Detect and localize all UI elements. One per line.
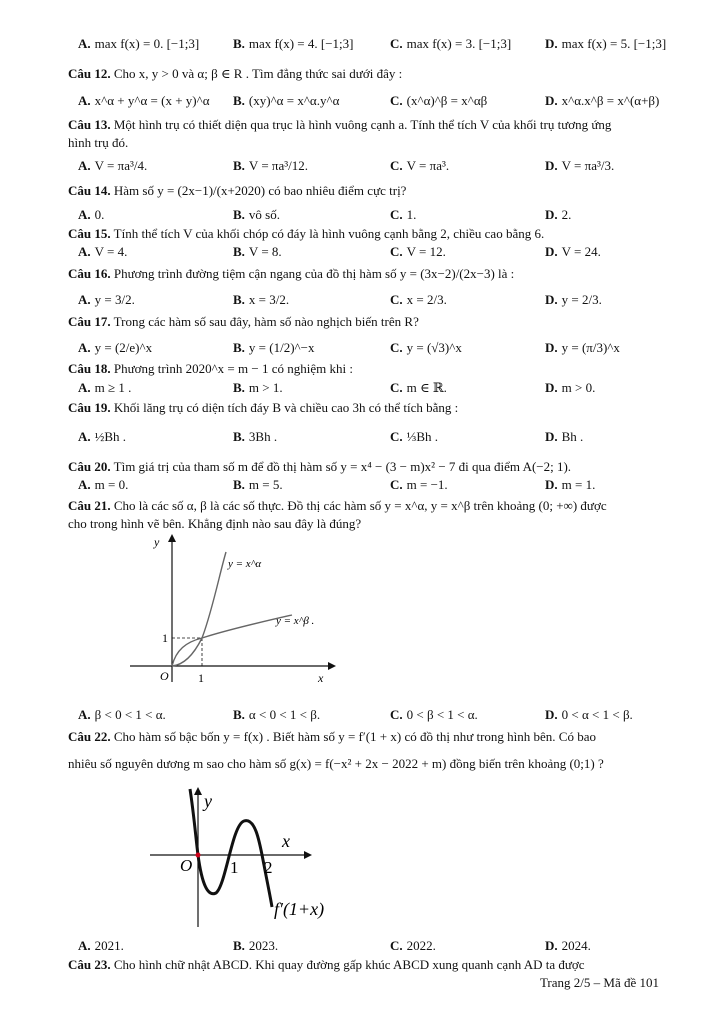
option-label: A. bbox=[78, 380, 91, 395]
x-axis-arrow bbox=[328, 662, 336, 670]
option-text: 0 < β < 1 < α. bbox=[406, 707, 478, 722]
option-text: Bh . bbox=[561, 429, 584, 444]
x-label: x bbox=[318, 671, 324, 685]
option-text: y = 2/3. bbox=[561, 292, 602, 307]
question-number: Câu 20. bbox=[68, 459, 111, 474]
option-text: ½Bh . bbox=[94, 429, 127, 444]
option-a bbox=[78, 244, 127, 260]
option-text: (xy)^α = x^α.y^α bbox=[248, 93, 340, 108]
option-c bbox=[390, 340, 462, 356]
option-label: D. bbox=[545, 429, 558, 444]
option-text: V = 12. bbox=[406, 244, 446, 259]
option-a bbox=[78, 93, 210, 109]
option-a bbox=[78, 158, 147, 174]
power-functions-graph bbox=[120, 532, 340, 692]
option-d bbox=[545, 244, 601, 260]
question-text: Phương trình 2020^x = m − 1 có nghiệm khi : bbox=[113, 361, 353, 376]
curve-x-alpha bbox=[172, 552, 226, 666]
option-b bbox=[233, 292, 289, 308]
option-label: B. bbox=[233, 340, 245, 355]
option-a bbox=[78, 207, 104, 223]
question-13-cont bbox=[68, 135, 685, 151]
option-text: 2. bbox=[561, 207, 572, 222]
option-c bbox=[390, 477, 448, 493]
option-label: C. bbox=[390, 938, 403, 953]
option-text: x^α.x^β = x^(α+β) bbox=[561, 93, 660, 108]
option-d bbox=[545, 707, 633, 723]
option-d bbox=[545, 938, 591, 954]
option-label: C. bbox=[390, 380, 403, 395]
question-23 bbox=[68, 957, 685, 973]
question-text: Tính thể tích V của khối chóp có đáy là hình vuông cạnh bằng 2, chiều cao bằng 6. bbox=[113, 226, 545, 241]
option-a bbox=[78, 380, 131, 396]
option-d bbox=[545, 429, 583, 445]
option-b bbox=[233, 207, 280, 223]
option-label: D. bbox=[545, 380, 558, 395]
option-text: 2023. bbox=[248, 938, 279, 953]
curve-x-beta bbox=[172, 615, 292, 666]
option-label: D. bbox=[545, 340, 558, 355]
option-c bbox=[390, 707, 478, 723]
option-c bbox=[390, 244, 446, 260]
question-12 bbox=[68, 66, 685, 82]
question-15 bbox=[68, 226, 685, 242]
tick-x-2: 2 bbox=[264, 858, 273, 877]
option-label: C. bbox=[390, 429, 403, 444]
option-c bbox=[390, 292, 447, 308]
option-text: x^α + y^α = (x + y)^α bbox=[94, 93, 210, 108]
option-label: B. bbox=[233, 380, 245, 395]
question-18 bbox=[68, 361, 685, 377]
question-21-cont bbox=[68, 516, 685, 532]
question-number: Câu 21. bbox=[68, 498, 111, 513]
option-label: B. bbox=[233, 158, 245, 173]
option-c bbox=[390, 36, 511, 52]
option-text: V = πa³. bbox=[406, 158, 450, 173]
option-text: max f(x) = 3. [−1;3] bbox=[406, 36, 512, 51]
option-label: A. bbox=[78, 244, 91, 259]
question-number: Câu 23. bbox=[68, 957, 111, 972]
option-label: C. bbox=[390, 207, 403, 222]
question-text: Cho hàm số bậc bốn y = f(x) . Biết hàm số y = f′(1 + x) có đồ thị như trong hình bên. Có bao bbox=[113, 729, 596, 744]
option-text: m = 1. bbox=[561, 477, 596, 492]
option-label: D. bbox=[545, 93, 558, 108]
question-text: Phương trình đường tiệm cận ngang của đồ thị hàm số y = (3x−2)/(2x−3) là : bbox=[113, 266, 515, 281]
option-text: y = (√3)^x bbox=[406, 340, 462, 355]
option-text: max f(x) = 5. [−1;3] bbox=[561, 36, 667, 51]
option-text: y = (1/2)^−x bbox=[248, 340, 315, 355]
curve-label: f′(1+x) bbox=[274, 899, 325, 919]
option-d bbox=[545, 340, 620, 356]
option-label: A. bbox=[78, 158, 91, 173]
question-21 bbox=[68, 498, 685, 514]
question-text: cho trong hình vẽ bên. Khẳng định nào sau đây là đúng? bbox=[68, 516, 362, 531]
option-text: ⅓Bh . bbox=[406, 429, 439, 444]
x-label: x bbox=[282, 831, 290, 851]
option-label: C. bbox=[390, 158, 403, 173]
option-text: 1. bbox=[406, 207, 417, 222]
option-text: 0. bbox=[94, 207, 105, 222]
option-text: vô số. bbox=[248, 207, 280, 222]
option-label: B. bbox=[233, 429, 245, 444]
option-c bbox=[390, 938, 436, 954]
question-17 bbox=[68, 314, 685, 330]
question-22-cont bbox=[68, 756, 685, 772]
option-label: D. bbox=[545, 158, 558, 173]
option-c bbox=[390, 158, 449, 174]
option-b bbox=[233, 244, 282, 260]
option-text: β < 0 < 1 < α. bbox=[94, 707, 166, 722]
option-text: y = (2/e)^x bbox=[94, 340, 153, 355]
origin-label: O bbox=[160, 669, 169, 683]
question-19 bbox=[68, 400, 685, 416]
question-number: Câu 16. bbox=[68, 266, 111, 281]
option-a bbox=[78, 477, 128, 493]
question-text: Hàm số y = (2x−1)/(x+2020) có bao nhiêu điểm cực trị? bbox=[113, 183, 407, 198]
option-label: A. bbox=[78, 36, 91, 51]
question-text: Cho là các số α, β là các số thực. Đồ thị các hàm số y = x^α, y = x^β trên khoảng (0; +∞) được bbox=[113, 498, 607, 513]
question-22 bbox=[68, 729, 685, 745]
option-text: max f(x) = 4. [−1;3] bbox=[248, 36, 354, 51]
tick-x-1: 1 bbox=[198, 671, 204, 685]
option-b bbox=[233, 158, 308, 174]
curve-f-prime bbox=[190, 789, 272, 907]
question-text: Tìm giá trị của tham số m để đồ thị hàm số y = x⁴ − (3 − m)x² − 7 đi qua điểm A(−2; 1). bbox=[113, 459, 572, 474]
option-label: D. bbox=[545, 938, 558, 953]
label-x-beta: y = x^β . bbox=[276, 615, 315, 627]
derivative-graph bbox=[146, 785, 356, 935]
option-label: D. bbox=[545, 207, 558, 222]
option-label: A. bbox=[78, 477, 91, 492]
question-number: Câu 19. bbox=[68, 400, 111, 415]
option-d bbox=[545, 292, 602, 308]
option-label: B. bbox=[233, 36, 245, 51]
page-footer: Trang 2/5 – Mã đề 101 bbox=[539, 975, 659, 990]
x-axis-arrow bbox=[304, 851, 312, 859]
option-c bbox=[390, 207, 416, 223]
option-label: D. bbox=[545, 707, 558, 722]
question-text: Cho x, y > 0 và α; β ∈ R . Tìm đẳng thức sai dưới đây : bbox=[113, 66, 403, 81]
option-text: m = 0. bbox=[94, 477, 129, 492]
option-label: A. bbox=[78, 340, 91, 355]
y-axis-arrow bbox=[194, 787, 202, 795]
option-label: A. bbox=[78, 938, 91, 953]
option-label: C. bbox=[390, 244, 403, 259]
option-text: α < 0 < 1 < β. bbox=[248, 707, 321, 722]
question-number: Câu 12. bbox=[68, 66, 111, 81]
option-text: V = πa³/4. bbox=[94, 158, 148, 173]
question-number: Câu 14. bbox=[68, 183, 111, 198]
option-b bbox=[233, 938, 278, 954]
option-b bbox=[233, 380, 283, 396]
option-d bbox=[545, 207, 571, 223]
option-label: C. bbox=[390, 292, 403, 307]
option-text: 2024. bbox=[561, 938, 591, 953]
option-label: B. bbox=[233, 707, 245, 722]
option-text: V = 8. bbox=[248, 244, 282, 259]
option-d bbox=[545, 380, 595, 396]
option-text: m ∈ ℝ. bbox=[406, 380, 447, 395]
option-b bbox=[233, 429, 277, 445]
y-label: y bbox=[154, 535, 160, 549]
option-text: 2021. bbox=[94, 938, 124, 953]
option-c bbox=[390, 429, 438, 445]
option-label: C. bbox=[390, 707, 403, 722]
option-label: B. bbox=[233, 93, 245, 108]
option-label: A. bbox=[78, 93, 91, 108]
option-text: x = 2/3. bbox=[406, 292, 447, 307]
option-label: C. bbox=[390, 93, 403, 108]
option-text: x = 3/2. bbox=[248, 292, 290, 307]
tick-x-1: 1 bbox=[230, 858, 239, 877]
y-label: y bbox=[204, 791, 212, 811]
option-label: C. bbox=[390, 340, 403, 355]
option-text: max f(x) = 0. [−1;3] bbox=[94, 36, 200, 51]
question-text: hình trụ đó. bbox=[68, 135, 129, 150]
option-label: D. bbox=[545, 36, 558, 51]
y-axis-arrow bbox=[168, 534, 176, 542]
question-text: Cho hình chữ nhật ABCD. Khi quay đường gấp khúc ABCD xung quanh cạnh AD ta được bbox=[113, 957, 585, 972]
question-number: Câu 22. bbox=[68, 729, 111, 744]
option-a bbox=[78, 938, 124, 954]
option-text: 2022. bbox=[406, 938, 436, 953]
option-label: A. bbox=[78, 292, 91, 307]
option-d bbox=[545, 158, 614, 174]
option-label: B. bbox=[233, 244, 245, 259]
option-label: A. bbox=[78, 429, 91, 444]
question-20 bbox=[68, 459, 685, 475]
option-label: C. bbox=[390, 36, 403, 51]
option-d bbox=[545, 36, 666, 52]
option-a bbox=[78, 429, 126, 445]
option-d bbox=[545, 93, 659, 109]
option-text: V = 4. bbox=[94, 244, 128, 259]
option-text: m ≥ 1 . bbox=[94, 380, 132, 395]
question-text: Khối lăng trụ có diện tích đáy B và chiều cao 3h có thể tích bằng : bbox=[113, 400, 459, 415]
question-14 bbox=[68, 183, 685, 199]
option-b bbox=[233, 36, 353, 52]
option-label: D. bbox=[545, 244, 558, 259]
question-number: Câu 15. bbox=[68, 226, 111, 241]
option-a bbox=[78, 340, 152, 356]
option-text: y = (π/3)^x bbox=[561, 340, 620, 355]
option-label: B. bbox=[233, 477, 245, 492]
option-text: V = 24. bbox=[561, 244, 601, 259]
question-16 bbox=[68, 266, 685, 282]
option-text: m > 0. bbox=[561, 380, 596, 395]
option-label: A. bbox=[78, 207, 91, 222]
option-text: y = 3/2. bbox=[94, 292, 135, 307]
option-a bbox=[78, 292, 135, 308]
option-b bbox=[233, 340, 314, 356]
question-text: Trong các hàm số sau đây, hàm số nào nghịch biến trên R? bbox=[113, 314, 419, 329]
option-b bbox=[233, 707, 320, 723]
option-text: V = πa³/3. bbox=[561, 158, 615, 173]
option-text: m > 1. bbox=[248, 380, 283, 395]
option-c bbox=[390, 93, 487, 109]
question-text: nhiêu số nguyên dương m sao cho hàm số g(x) = f(−x² + 2x − 2022 + m) đồng biến trên khoảng (0;1) ? bbox=[68, 756, 604, 771]
option-label: C. bbox=[390, 477, 403, 492]
option-text: 0 < α < 1 < β. bbox=[561, 707, 633, 722]
option-label: A. bbox=[78, 707, 91, 722]
origin-label: O bbox=[180, 856, 193, 875]
label-x-alpha: y = x^α bbox=[228, 558, 262, 570]
question-text: Một hình trụ có thiết diện qua trục là hình vuông cạnh a. Tính thể tích V của khối trụ tương ứng bbox=[113, 117, 612, 132]
option-b bbox=[233, 477, 283, 493]
option-text: m = 5. bbox=[248, 477, 283, 492]
option-label: B. bbox=[233, 207, 245, 222]
tick-y-1: 1 bbox=[162, 631, 168, 645]
option-label: B. bbox=[233, 938, 245, 953]
question-number: Câu 13. bbox=[68, 117, 111, 132]
option-label: D. bbox=[545, 292, 558, 307]
question-number: Câu 18. bbox=[68, 361, 111, 376]
option-text: V = πa³/12. bbox=[248, 158, 308, 173]
question-number: Câu 17. bbox=[68, 314, 111, 329]
option-text: m = −1. bbox=[406, 477, 448, 492]
option-a bbox=[78, 707, 166, 723]
option-label: D. bbox=[545, 477, 558, 492]
option-label: B. bbox=[233, 292, 245, 307]
option-c bbox=[390, 380, 447, 396]
option-text: 3Bh . bbox=[248, 429, 278, 444]
option-text: (x^α)^β = x^αβ bbox=[406, 93, 488, 108]
origin-dot bbox=[196, 853, 201, 858]
question-13 bbox=[68, 117, 685, 133]
option-d bbox=[545, 477, 595, 493]
option-a bbox=[78, 36, 199, 52]
option-b bbox=[233, 93, 339, 109]
